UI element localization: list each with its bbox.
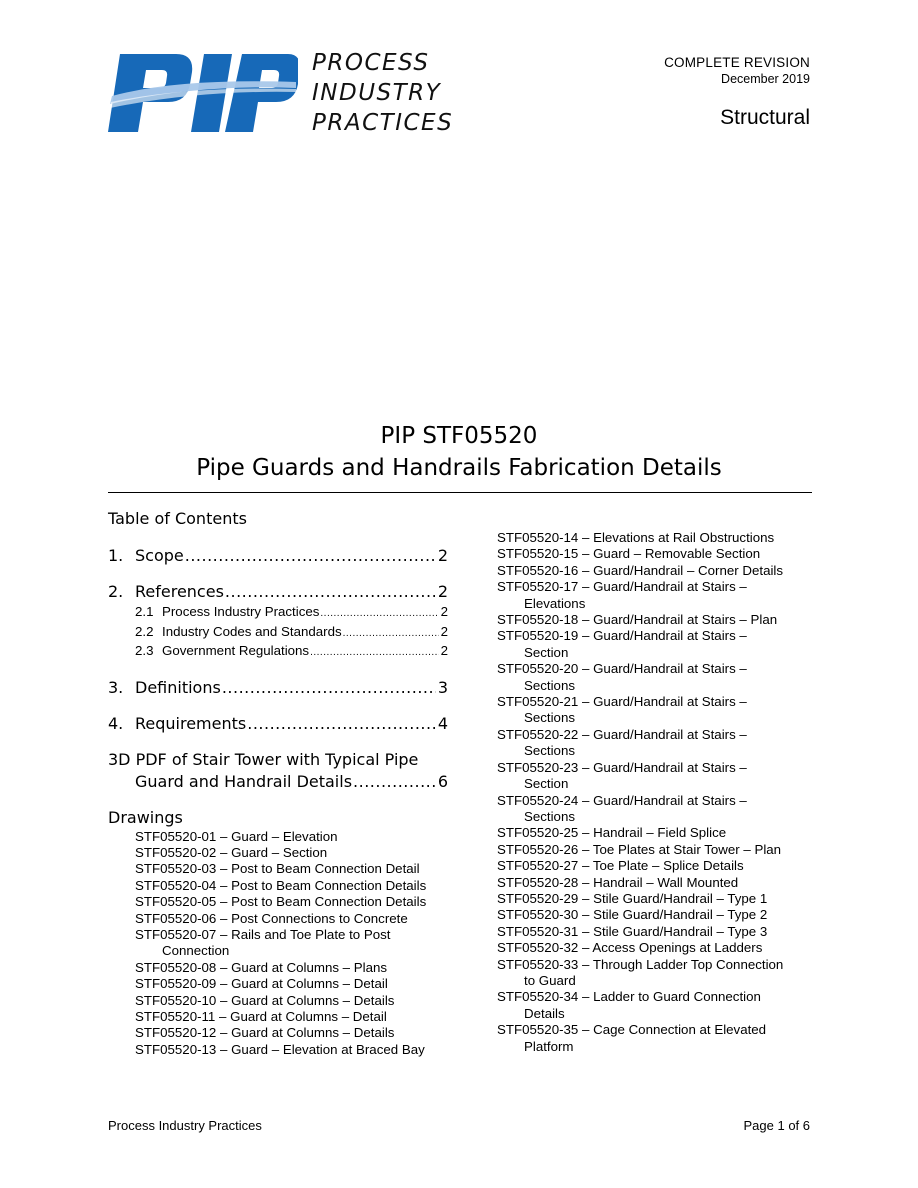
toc-item-label-line1: 3D PDF of Stair Tower with Typical Pipe: [108, 749, 419, 769]
drawing-entry-title: STF05520-24 – Guard/Handrail at Stairs –: [497, 792, 747, 808]
drawing-entry-continuation: Connection: [162, 943, 230, 959]
drawing-entry-title: STF05520-02 – Guard – Section: [135, 844, 328, 860]
drawing-entry[interactable]: [497, 875, 817, 891]
pip-logo-mark: [108, 52, 298, 134]
toc-subitem-label: Process Industry Practices: [162, 604, 320, 619]
drawing-entry-title: STF05520-21 – Guard/Handrail at Stairs –: [497, 694, 747, 710]
drawing-entry-title: STF05520-23 – Guard/Handrail at Stairs –: [497, 759, 747, 775]
toc-leader: [320, 605, 438, 623]
drawing-entry[interactable]: [497, 825, 817, 841]
drawing-entry-title: STF05520-14 – Elevations at Rail Obstructions: [497, 530, 775, 545]
drawing-entry[interactable]: [497, 924, 817, 940]
drawing-entry-continuation: Sections: [524, 677, 575, 693]
drawing-entry[interactable]: [135, 894, 448, 910]
drawing-entry-continuation: to Guard: [524, 972, 576, 988]
toc-leader: [222, 677, 436, 699]
drawing-entry[interactable]: [135, 1025, 448, 1041]
drawing-entry[interactable]: [135, 960, 448, 976]
toc-subitem-process-industry-practices[interactable]: [108, 603, 448, 623]
toc-subitem-page: 2: [440, 623, 448, 639]
drawing-entry[interactable]: [497, 546, 817, 562]
drawing-entry[interactable]: [497, 891, 817, 907]
drawings-list-right: [497, 530, 817, 1055]
toc-subitem-page: 2: [440, 643, 448, 658]
document-title: [108, 420, 810, 484]
drawing-entry-title: STF05520-19 – Guard/Handrail at Stairs –: [497, 628, 747, 644]
title-divider: [108, 492, 812, 493]
toc-item-label: Definitions: [135, 677, 221, 697]
toc-left-column: [108, 508, 448, 1058]
toc-leader: [353, 771, 436, 793]
drawing-entry[interactable]: [135, 1009, 448, 1025]
drawing-entry[interactable]: [135, 845, 448, 861]
toc-heading: Table of Contents: [108, 509, 247, 528]
toc-item-scope[interactable]: [108, 545, 448, 567]
drawing-entry-title: STF05520-33 – Through Ladder Top Connection: [497, 956, 784, 972]
drawing-entry-title: STF05520-17 – Guard/Handrail at Stairs –: [497, 579, 747, 595]
drawing-entry-continuation: Sections: [524, 743, 575, 759]
drawing-entry-title: STF05520-10 – Guard at Columns – Details: [135, 992, 395, 1008]
drawing-entry-title: STF05520-08 – Guard at Columns – Plans: [135, 959, 388, 975]
drawing-entry[interactable]: [497, 793, 817, 826]
drawing-entry[interactable]: [497, 907, 817, 923]
drawing-entry-title: STF05520-09 – Guard at Columns – Detail: [135, 976, 388, 992]
toc-item-page: 3: [437, 677, 448, 697]
drawing-entry[interactable]: [497, 940, 817, 956]
toc-item-page: 4: [437, 713, 448, 733]
drawing-entry[interactable]: [497, 563, 817, 579]
toc-leader: [185, 545, 436, 567]
toc-leader: [310, 644, 439, 662]
drawing-entry-title: STF05520-32 – Access Openings at Ladders: [497, 940, 763, 956]
drawing-entry[interactable]: [135, 927, 448, 960]
toc-item-page: 2: [437, 546, 448, 565]
toc-subitem-number: 2.1: [135, 604, 154, 619]
revision-status: COMPLETE REVISION: [664, 55, 810, 70]
toc-leader: [247, 713, 436, 735]
drawing-entry-title: STF05520-22 – Guard/Handrail at Stairs –: [497, 726, 747, 742]
pip-logo: [108, 52, 298, 134]
logo-wordmark: [312, 48, 482, 138]
drawing-entry-title: STF05520-11 – Guard at Columns – Detail: [135, 1008, 387, 1024]
drawing-entry-title: STF05520-03 – Post to Beam Connection Detail: [135, 861, 420, 877]
drawing-entry-title: STF05520-31 – Stile Guard/Handrail – Type 3: [497, 923, 768, 939]
drawing-entry[interactable]: [135, 911, 448, 927]
drawing-entry[interactable]: [135, 878, 448, 894]
drawing-entry[interactable]: [497, 1022, 817, 1055]
toc-subitem-label: Industry Codes and Standards: [162, 623, 342, 639]
toc-subitem-government-regulations[interactable]: [108, 642, 448, 662]
toc-item-label: Requirements: [135, 713, 247, 733]
toc-item-number: 3.: [108, 677, 124, 697]
drawing-entry-title: STF05520-34 – Ladder to Guard Connection: [497, 989, 761, 1005]
revision-block: [664, 55, 810, 131]
toc-leader: [343, 625, 439, 643]
drawing-entry[interactable]: [497, 842, 817, 858]
drawing-entry-title: STF05520-20 – Guard/Handrail at Stairs –: [497, 661, 747, 677]
drawing-entry-title: STF05520-30 – Stile Guard/Handrail – Type 2: [497, 907, 768, 923]
drawing-entry[interactable]: [497, 989, 817, 1022]
drawing-entry-title: STF05520-28 – Handrail – Wall Mounted: [497, 874, 739, 890]
drawing-entry[interactable]: [497, 612, 817, 628]
drawing-entry[interactable]: [497, 530, 817, 546]
toc-item-label: Scope: [135, 546, 184, 565]
drawing-entry-continuation: Elevations: [524, 595, 586, 611]
toc-item-page: 2: [437, 582, 448, 601]
drawing-entry-title: STF05520-26 – Toe Plates at Stair Tower – Plan: [497, 841, 782, 857]
drawing-entry-continuation: Sections: [524, 808, 575, 824]
drawing-entry-title: STF05520-01 – Guard – Elevation: [135, 828, 338, 844]
drawing-entry-continuation: Section: [524, 776, 569, 792]
toc-item-requirements[interactable]: [108, 713, 448, 735]
drawing-entry-title: STF05520-29 – Stile Guard/Handrail – Type 1: [497, 890, 768, 906]
drawing-entry-continuation: Details: [524, 1005, 565, 1021]
drawing-entry[interactable]: [497, 579, 817, 612]
revision-date: December 2019: [721, 72, 810, 86]
toc-item-number: 4.: [108, 713, 124, 733]
drawing-entry-title: STF05520-16 – Guard/Handrail – Corner Details: [497, 562, 784, 578]
drawing-entry[interactable]: [497, 727, 817, 760]
drawing-entry[interactable]: [135, 829, 448, 845]
drawing-entry[interactable]: [497, 760, 817, 793]
drawing-entry[interactable]: [497, 957, 817, 990]
drawing-entry-title: STF05520-15 – Guard – Removable Section: [497, 546, 761, 562]
drawing-entry-title: STF05520-04 – Post to Beam Connection Details: [135, 877, 427, 893]
drawings-heading: Drawings: [108, 807, 183, 827]
toc-subitem-number: 2.2: [135, 623, 154, 639]
drawing-entry-continuation: Platform: [524, 1038, 574, 1054]
drawing-entry-title: STF05520-18 – Guard/Handrail at Stairs – Plan: [497, 612, 778, 628]
drawing-entry[interactable]: [135, 976, 448, 992]
drawing-entry[interactable]: [135, 1042, 448, 1058]
drawing-entry[interactable]: [497, 694, 817, 727]
toc-subitem-number: 2.3: [135, 643, 154, 658]
toc-item-page: 6: [437, 771, 448, 791]
drawing-entry[interactable]: [497, 628, 817, 661]
toc-item-definitions[interactable]: [108, 677, 448, 699]
drawing-entry[interactable]: [497, 858, 817, 874]
drawing-entry-title: STF05520-06 – Post Connections to Concrete: [135, 910, 408, 926]
drawing-entry-title: STF05520-05 – Post to Beam Connection Details: [135, 894, 427, 910]
drawing-entry[interactable]: [497, 661, 817, 694]
drawing-entry-title: STF05520-12 – Guard at Columns – Details: [135, 1025, 395, 1041]
logo-word-practices: PRACTICES: [312, 110, 454, 136]
footer-left: Process Industry Practices: [108, 1118, 262, 1133]
document-number: PIP STF05520: [380, 423, 538, 449]
logo-word-process: PROCESS: [312, 50, 430, 76]
drawings-list-left: [108, 829, 448, 1059]
drawing-entry-continuation: Section: [524, 644, 569, 660]
toc-subitem-page: 2: [440, 604, 448, 619]
logo-word-industry: INDUSTRY: [312, 80, 442, 106]
toc-subitem-label: Government Regulations: [162, 643, 310, 658]
document-name: Pipe Guards and Handrails Fabrication Details: [196, 455, 722, 481]
toc-item-label: References: [135, 582, 224, 601]
toc-leader: [225, 581, 436, 603]
toc-item-3d-pdf[interactable]: [108, 749, 448, 793]
drawing-entry-title: STF05520-25 – Handrail – Field Splice: [497, 825, 727, 841]
drawing-entry-title: STF05520-07 – Rails and Toe Plate to Post: [135, 926, 391, 942]
toc-item-number: 1.: [108, 546, 124, 565]
discipline: Structural: [720, 106, 810, 129]
drawing-entry-continuation: Sections: [524, 710, 575, 726]
toc-item-references[interactable]: [108, 581, 448, 603]
toc-item-number: 2.: [108, 582, 124, 601]
toc-subitem-industry-codes[interactable]: [108, 623, 448, 643]
drawing-entry-title: STF05520-27 – Toe Plate – Splice Details: [497, 858, 744, 874]
drawing-entry[interactable]: [135, 993, 448, 1009]
toc-item-label-line2: Guard and Handrail Details: [135, 771, 353, 791]
drawing-entry[interactable]: [135, 861, 448, 877]
footer-page-number: Page 1 of 6: [743, 1118, 810, 1133]
drawing-entry-title: STF05520-35 – Cage Connection at Elevated: [497, 1022, 767, 1038]
drawing-entry-title: STF05520-13 – Guard – Elevation at Braced Bay: [135, 1041, 425, 1057]
